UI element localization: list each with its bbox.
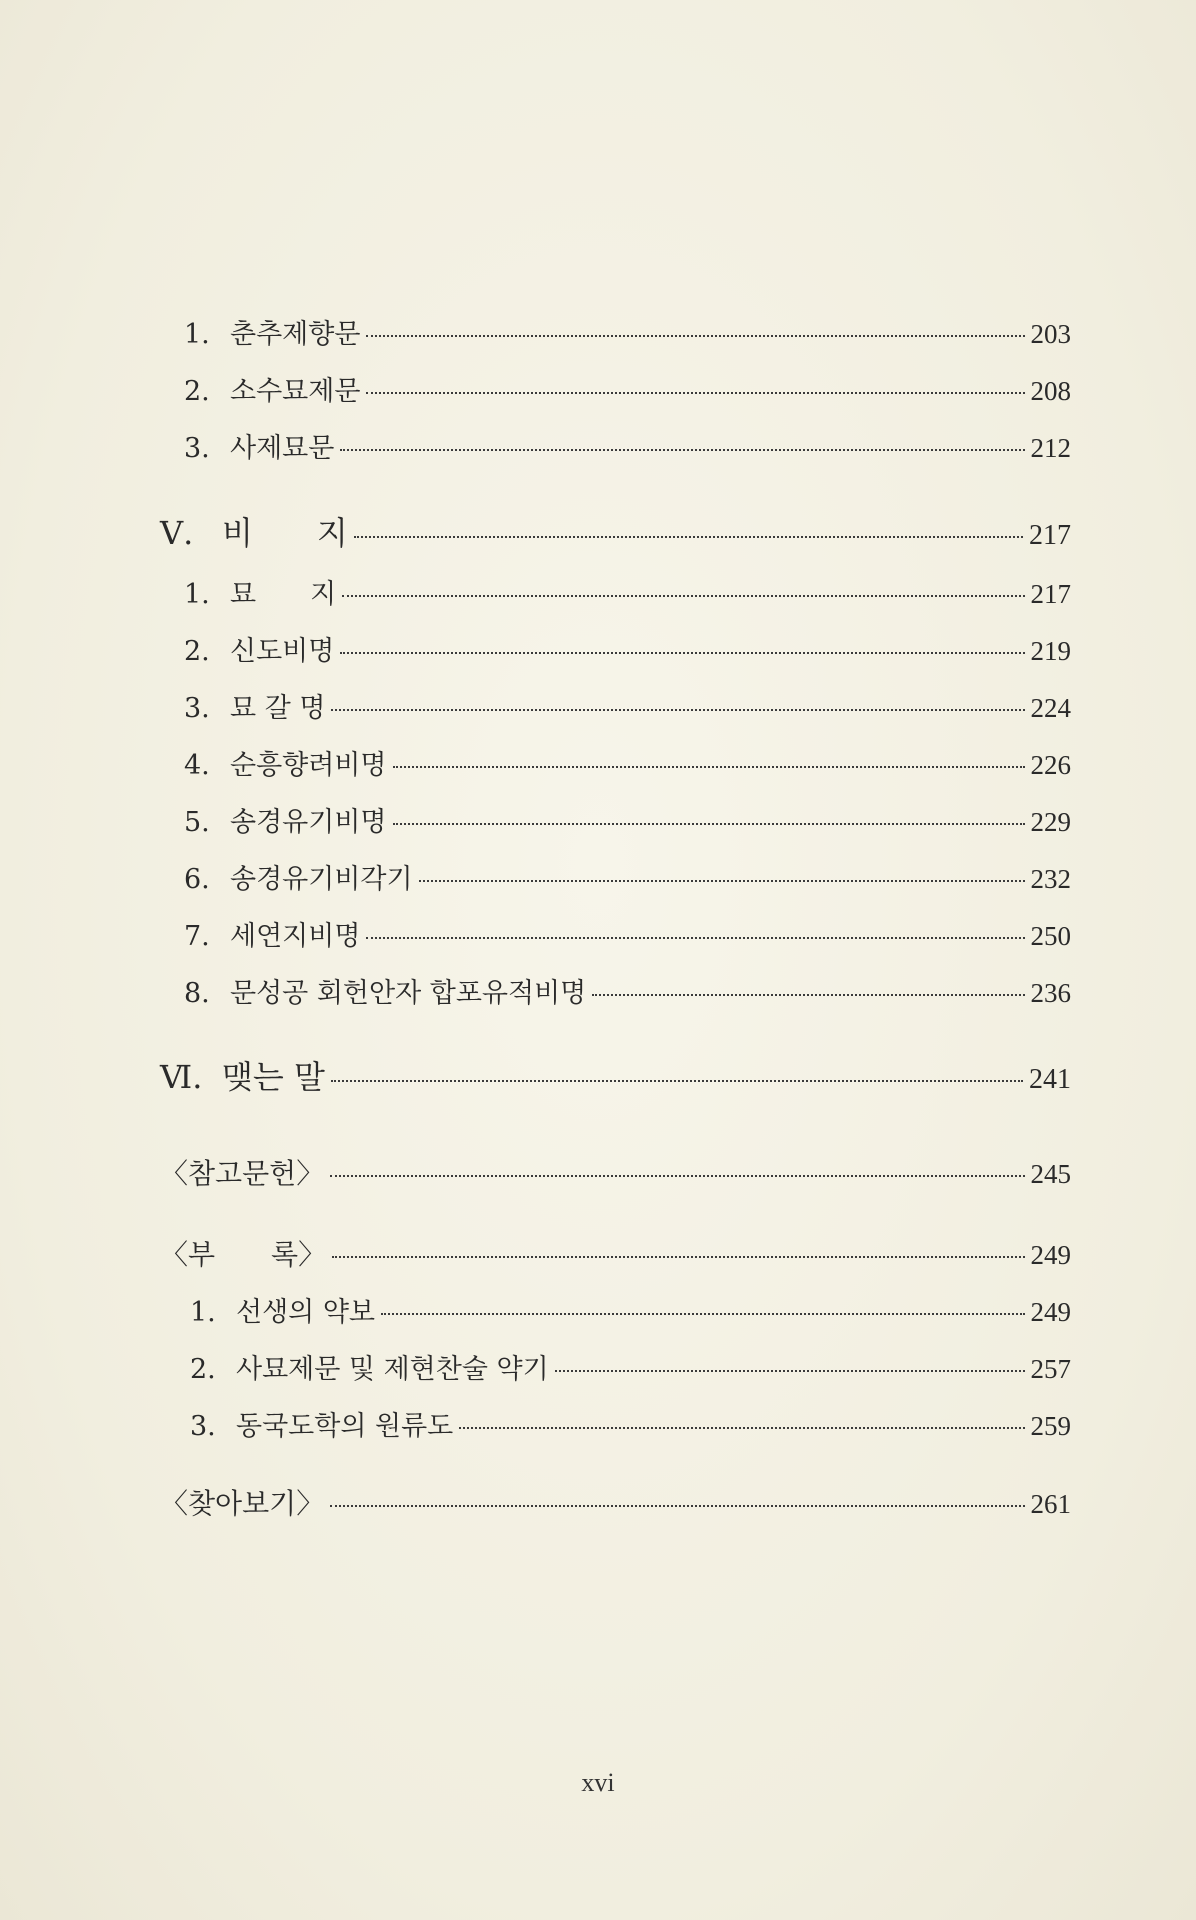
dot-leader bbox=[340, 449, 1024, 451]
entry-page-number: 229 bbox=[1030, 807, 1071, 837]
entry-title: 선생의 약보 bbox=[236, 1297, 375, 1328]
dot-leader bbox=[381, 1313, 1025, 1315]
entry-title: 세연지비명 bbox=[230, 921, 361, 952]
entry-title: 순흥향려비명 bbox=[230, 750, 387, 781]
entry-page-number: 208 bbox=[1030, 376, 1071, 406]
entry-title: 사묘제문 및 제현찬술 약기 bbox=[236, 1354, 549, 1385]
entry-page-number: 232 bbox=[1030, 864, 1071, 894]
entry-number: 3. bbox=[184, 693, 210, 724]
section-number: Ⅵ. bbox=[160, 1058, 203, 1096]
section-title: 맺는 말 bbox=[222, 1058, 325, 1096]
dot-leader bbox=[332, 1256, 1024, 1258]
entry-number: 6. bbox=[184, 864, 210, 895]
entry-title: 사제묘문 bbox=[230, 433, 335, 464]
dot-leader bbox=[393, 823, 1025, 825]
entry-page-number: 259 bbox=[1030, 1411, 1071, 1441]
toc-entry bbox=[184, 369, 1071, 409]
section-title: 비 지 bbox=[222, 514, 348, 552]
dot-leader bbox=[419, 880, 1025, 882]
dot-leader bbox=[340, 652, 1024, 654]
entry-number: 3. bbox=[184, 433, 210, 464]
entry-page-number: 226 bbox=[1030, 750, 1071, 780]
section-page-number: 217 bbox=[1029, 520, 1071, 551]
toc-entry bbox=[190, 1347, 1071, 1387]
toc-entry bbox=[184, 743, 1071, 783]
section-page-number: 241 bbox=[1029, 1064, 1071, 1095]
entry-page-number: 249 bbox=[1030, 1297, 1071, 1327]
dot-leader bbox=[393, 766, 1025, 768]
entry-title: 송경유기비명 bbox=[230, 807, 387, 838]
entry-title: 문성공 회헌안자 합포유적비명 bbox=[230, 978, 587, 1009]
dot-leader bbox=[331, 1080, 1023, 1082]
dot-leader bbox=[459, 1427, 1024, 1429]
entry-number: 1. bbox=[184, 319, 210, 350]
entry-number: 8. bbox=[184, 978, 210, 1009]
dot-leader bbox=[366, 335, 1024, 337]
entry-number: 1. bbox=[190, 1297, 216, 1328]
toc-entry bbox=[184, 572, 1071, 612]
references-page-number: 245 bbox=[1030, 1159, 1071, 1189]
entry-page-number: 257 bbox=[1030, 1354, 1071, 1384]
toc-entry bbox=[184, 312, 1071, 352]
index-title: 〈찾아보기〉 bbox=[160, 1487, 325, 1520]
entry-number: 4. bbox=[184, 750, 210, 781]
dot-leader bbox=[330, 1505, 1024, 1507]
dot-leader bbox=[331, 709, 1024, 711]
entry-title: 묘 갈 명 bbox=[230, 693, 326, 724]
toc-entry bbox=[184, 971, 1071, 1011]
toc-entry bbox=[190, 1290, 1071, 1330]
toc-references-entry bbox=[160, 1152, 1071, 1194]
entry-page-number: 219 bbox=[1030, 636, 1071, 666]
entry-page-number: 236 bbox=[1030, 978, 1071, 1008]
references-title: 〈참고문헌〉 bbox=[160, 1157, 325, 1190]
entry-number: 1. bbox=[184, 579, 210, 610]
toc-section-heading bbox=[160, 1052, 1071, 1098]
toc-entry bbox=[184, 800, 1071, 840]
entry-title: 동국도학의 원류도 bbox=[236, 1411, 454, 1442]
entry-page-number: 250 bbox=[1030, 921, 1071, 951]
dot-leader bbox=[366, 937, 1024, 939]
section-number: Ⅴ. bbox=[160, 514, 194, 552]
dot-leader bbox=[354, 536, 1023, 538]
toc-section-heading bbox=[160, 508, 1071, 554]
entry-number: 2. bbox=[184, 376, 210, 407]
entry-number: 7. bbox=[184, 921, 210, 952]
dot-leader bbox=[555, 1370, 1025, 1372]
toc-entry bbox=[184, 857, 1071, 897]
toc-entry bbox=[184, 629, 1071, 669]
entry-title: 묘 지 bbox=[230, 579, 337, 610]
entry-page-number: 224 bbox=[1030, 693, 1071, 723]
entry-title: 소수묘제문 bbox=[230, 376, 361, 407]
appendix-title: 〈부 록〉 bbox=[160, 1238, 327, 1271]
page-number-footer: xvi bbox=[581, 1768, 615, 1797]
entry-title: 송경유기비각기 bbox=[230, 864, 413, 895]
index-page-number: 261 bbox=[1030, 1489, 1071, 1519]
dot-leader bbox=[342, 595, 1024, 597]
toc-entry bbox=[184, 426, 1071, 466]
entry-title: 신도비명 bbox=[230, 636, 335, 667]
dot-leader bbox=[366, 392, 1024, 394]
dot-leader bbox=[330, 1175, 1024, 1177]
toc-entry bbox=[190, 1404, 1071, 1444]
dot-leader bbox=[592, 994, 1024, 996]
entry-title: 춘추제향문 bbox=[230, 319, 361, 350]
entry-page-number: 203 bbox=[1030, 319, 1071, 349]
entry-number: 5. bbox=[184, 807, 210, 838]
toc-index-entry bbox=[160, 1482, 1071, 1524]
entry-number: 2. bbox=[190, 1354, 216, 1385]
toc-appendix-entry bbox=[160, 1233, 1071, 1275]
entry-page-number: 217 bbox=[1030, 579, 1071, 609]
appendix-page-number: 249 bbox=[1030, 1240, 1071, 1270]
toc-entry bbox=[184, 914, 1071, 954]
entry-page-number: 212 bbox=[1030, 433, 1071, 463]
entry-number: 3. bbox=[190, 1411, 216, 1442]
entry-number: 2. bbox=[184, 636, 210, 667]
toc-entry bbox=[184, 686, 1071, 726]
